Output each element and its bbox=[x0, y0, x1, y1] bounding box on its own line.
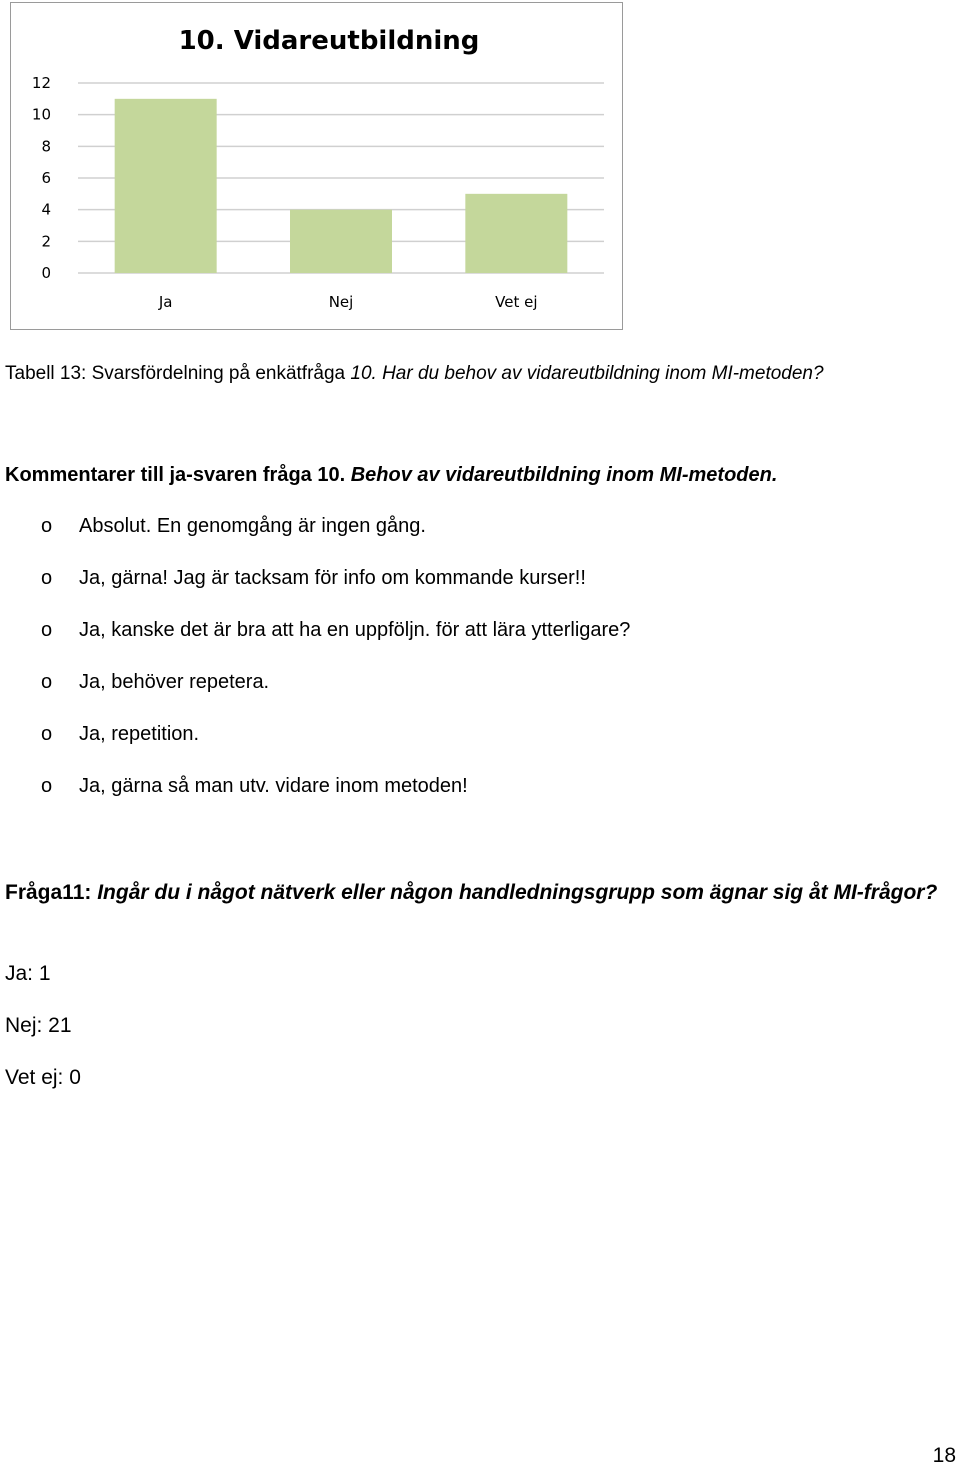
question-11-label: Fråga11: bbox=[5, 881, 98, 904]
y-tick-label: 4 bbox=[41, 200, 51, 219]
comment-text: Ja, gärna så man utv. vidare inom metoden! bbox=[79, 775, 468, 797]
bar-nej bbox=[290, 210, 392, 273]
bullet-icon: o bbox=[41, 515, 53, 537]
bullet-icon: o bbox=[41, 619, 53, 641]
y-tick-label: 6 bbox=[41, 169, 51, 187]
comment-text: Ja, kanske det är bra att ha en uppföljn. för att lära ytterligare? bbox=[79, 619, 631, 641]
chart-title: 10. Vidareutbildning bbox=[178, 26, 480, 56]
comments-heading-italic: Behov av vidareutbildning inom MI-metoden. bbox=[350, 464, 778, 486]
x-tick-label: Ja bbox=[158, 293, 173, 311]
caption-question: 10. Har du behov av vidareutbildning inom MI-metoden? bbox=[350, 363, 824, 384]
y-tick-label: 12 bbox=[31, 74, 51, 92]
x-tick-label: Vet ej bbox=[495, 293, 538, 311]
y-tick-label: 0 bbox=[41, 264, 51, 282]
bar-vet-ej bbox=[465, 194, 567, 273]
comment-text: Ja, gärna! Jag är tacksam för info om kommande kurser!! bbox=[79, 567, 586, 589]
bar-ja bbox=[115, 99, 217, 273]
answer-ja: Ja: 1 bbox=[5, 962, 51, 985]
bar-chart bbox=[10, 2, 623, 330]
comments-heading bbox=[5, 464, 777, 487]
comment-text: Ja, repetition. bbox=[79, 723, 200, 745]
chart-canvas bbox=[11, 3, 624, 331]
answer-nej: Nej: 21 bbox=[5, 1014, 72, 1037]
page-number: 18 bbox=[932, 1444, 956, 1467]
table-caption bbox=[5, 363, 824, 385]
bullet-icon: o bbox=[41, 775, 53, 797]
y-tick-label: 10 bbox=[31, 105, 51, 124]
x-tick-label: Nej bbox=[328, 293, 354, 311]
comments-heading-prefix: Kommentarer till ja-svaren fråga 10. bbox=[5, 464, 351, 486]
question-11-text: Ingår du i något nätverk eller någon handledningsgrupp som ägnar sig åt MI-frågor? bbox=[97, 881, 938, 904]
y-tick-label: 2 bbox=[41, 232, 51, 251]
comment-text: Ja, behöver repetera. bbox=[79, 671, 270, 693]
bullet-icon: o bbox=[41, 671, 53, 693]
question-11 bbox=[5, 877, 955, 909]
comment-text: Absolut. En genomgång är ingen gång. bbox=[79, 515, 426, 537]
bullet-icon: o bbox=[41, 567, 53, 589]
answer-vet-ej: Vet ej: 0 bbox=[5, 1066, 81, 1089]
y-tick-label: 8 bbox=[41, 137, 51, 156]
bullet-icon: o bbox=[41, 723, 53, 745]
caption-prefix: Tabell 13: Svarsfördelning på enkätfråga bbox=[5, 363, 351, 384]
